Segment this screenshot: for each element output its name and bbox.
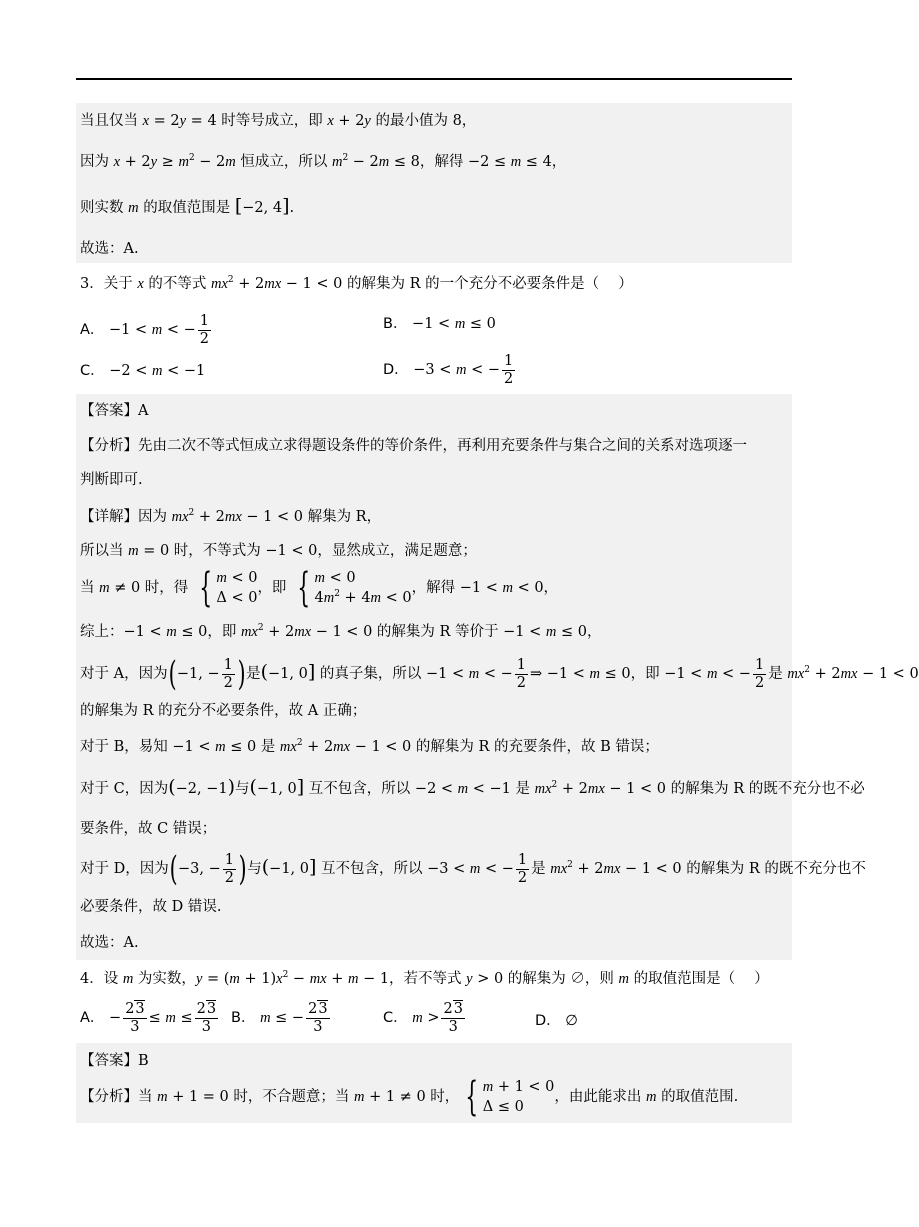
q3-option-a[interactable]: A． −1 < m < − $\frac{1}{2}$ — [80, 313, 210, 347]
q3-detail-11: 必要条件，故 D 错误. — [80, 899, 222, 915]
q3-answer: 【答案】A — [80, 403, 149, 419]
q3-option-d[interactable]: D． −3 < m < − $\frac{1}{2}$ — [383, 353, 514, 387]
q3-detail-8: 对于 C，因为(−2, −1)与(−1, 0] 互不包含，所以 −2 < m < −1 是 $mx^2 + 2mx - 1 < 0$ 的解集为 R 的既不充分也不必 — [80, 776, 865, 798]
header-rule — [76, 78, 792, 80]
q4-analysis: 【分析】当 m + 1 = 0 时，不合题意；当 m + 1 ≠ 0 时， { m + 1 < 0 Δ ≤ 0 ，由此能求出 m 的取值范围. — [80, 1074, 739, 1120]
q4-option-b[interactable]: B． m ≤ − $\frac{23}{3}$ — [231, 1001, 328, 1035]
q4-answer: 【答案】B — [80, 1053, 149, 1069]
q4-option-a[interactable]: A． − $\frac{23}{3}$ ≤ m ≤ $\frac{23}{3}$ — [80, 1001, 217, 1035]
q3-detail-3: 当 m ≠ 0 时，得 { m < 0 Δ < 0 ，即 { m < 0 $4m^2 + 4m < 0$ ，解得 −1 < m < 0， — [80, 565, 559, 611]
q3-detail-10: 对于 D，因为(−3, − $\frac{1}{2}$ )与(−1, 0] 互不包含，所以 −3 < m < − $\frac{1}{2}$ 是 $mx^2 + 2mx - 1 < 0$ 的解集为 R 的既不充分也不 — [80, 849, 866, 889]
q3-detail-2: 所以当 m = 0 时，不等式为 −1 < 0，显然成立，满足题意； — [80, 543, 477, 559]
q4-stem: 4．设 m 为实数，$y = (m + 1)x^2$ − mx + m − 1，若不等式 y > 0 的解集为 ∅，则 m 的取值范围是（ ） — [80, 970, 769, 987]
q3-detail-12: 故选：A. — [80, 935, 139, 951]
q3-detail-5: 对于 A，因为(−1, − $\frac{1}{2}$ )是(−1, 0] 的真子集，所以 −1 < m < − $\frac{1}{2}$ ⇒ −1 < m ≤ 0，即 −1 < m < − $\frac{1}{2}$ 是 $mx^2 + 2mx - 1 < 0$ — [80, 654, 919, 694]
q3-analysis-1: 【分析】先由二次不等式恒成立求得题设条件的等价条件，再利用充要条件与集合之间的关系对选项逐一 — [80, 438, 747, 454]
q3-analysis-2: 判断即可. — [80, 472, 143, 488]
prev-line-1: 当且仅当 x = 2y = 4 时等号成立，即 x + 2y 的最小值为 8， — [80, 113, 477, 129]
prev-line-3: 则实数 m 的取值范围是 [−2, 4]. — [80, 195, 295, 217]
q4-option-c[interactable]: C． m > $\frac{23}{3}$ — [383, 1001, 463, 1035]
q3-option-b[interactable]: B． −1 < m ≤ 0 — [383, 316, 496, 332]
q3-detail-7: 对于 B，易知 −1 < m ≤ 0 是 $mx^2 + 2mx - 1 < 0$ 的解集为 R 的充要条件，故 B 错误； — [80, 738, 659, 755]
q4-option-d[interactable]: D． ∅ — [535, 1013, 578, 1029]
q3-detail-6: 的解集为 R 的充分不必要条件，故 A 正确； — [80, 703, 367, 719]
prev-line-4: 故选：A. — [80, 241, 139, 257]
q3-stem: 3．关于 x 的不等式 $mx^2 + 2mx - 1 < 0$ 的解集为 R 的一个充分不必要条件是（ ） — [80, 275, 633, 292]
q3-option-c[interactable]: C． −2 < m < −1 — [80, 363, 206, 379]
q3-detail-1: 【详解】因为 $mx^2 + 2mx - 1 < 0$ 解集为 R， — [80, 508, 382, 525]
q3-detail-4: 综上：−1 < m ≤ 0，即 $mx^2 + 2mx - 1 < 0$ 的解集为 R 等价于 −1 < m ≤ 0， — [80, 623, 602, 640]
q3-detail-9: 要条件，故 C 错误； — [80, 821, 217, 837]
prev-line-2: 因为 $x + 2y \ge m^2 - 2m$ 恒成立，所以 $m^2 - 2m \le 8$，解得 −2 ≤ m ≤ 4， — [80, 153, 567, 170]
